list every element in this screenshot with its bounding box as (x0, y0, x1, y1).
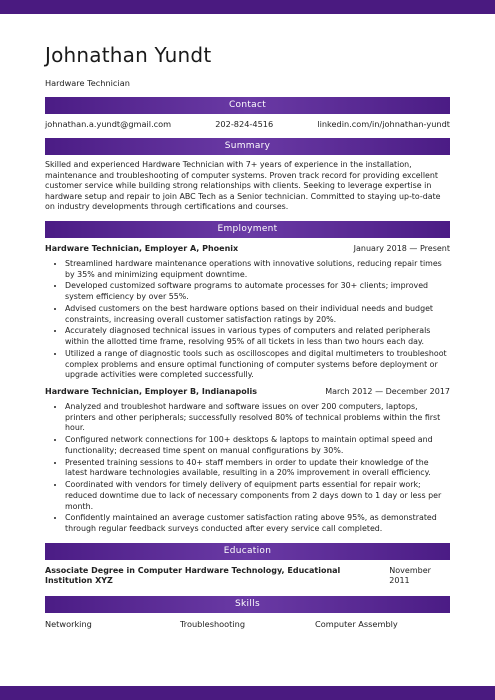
bottom-accent-bar (0, 686, 495, 700)
section-header-skills: Skills (45, 596, 450, 613)
education-date: November 2011 (389, 565, 431, 585)
job-title-2: Hardware Technician, Employer B, Indianapolis (45, 387, 257, 397)
list-item: • Confidently maintained an average customer satisfaction rating above 95%, as demonstrated through regular feedback surveys conducted after every service call completed. (65, 513, 450, 534)
skill-item: Computer Assembly (315, 618, 398, 629)
contact-linkedin[interactable]: linkedin.com/in/johnathan-yundt (317, 119, 450, 129)
skill-item: Networking (45, 618, 92, 629)
section-header-contact: Contact (45, 97, 450, 114)
job-bullets-2 (45, 402, 450, 535)
candidate-name: Johnathan Yundt (45, 43, 212, 67)
list-item: • Streamlined hardware maintenance operations with innovative solutions, reducing repair times by 35% and minimizing equipment downtime. (65, 259, 450, 280)
education-degree: Associate Degree in Computer Hardware Technology, Educational Institution XYZ (45, 565, 341, 585)
list-item: • Advised customers on the best hardware options based on their individual needs and budget constraints, increasing overall customer satisfaction ratings by 20%. (65, 304, 450, 325)
section-header-employment: Employment (45, 221, 450, 238)
job-header-2 (45, 387, 450, 397)
list-item: • Presented training sessions to 40+ staff members in order to update their knowledge of the latest hardware technologies available, resulting in a 20% improvement in overall efficiency. (65, 458, 450, 479)
top-accent-bar (0, 0, 495, 14)
list-item: • Analyzed and troubleshot hardware and software issues on over 200 computers, laptops, printers and other peripherals; successfully resolved 80% of technical problems within the first hour. (65, 402, 450, 434)
contact-row (45, 119, 450, 129)
resume-page (45, 14, 450, 629)
list-item: • Coordinated with vendors for timely delivery of equipment parts essential for repair work; reduced downtime due to lack of necessary components from 2 days down to 1 day or less per month. (65, 480, 450, 512)
candidate-role: Hardware Technician (45, 78, 130, 88)
skills-row (45, 619, 450, 629)
job-bullets-1 (45, 259, 450, 381)
section-header-education: Education (45, 543, 450, 560)
skill-item: Troubleshooting (180, 618, 246, 629)
contact-email[interactable]: johnathan.a.yundt@gmail.com (45, 119, 172, 129)
job-header-1 (45, 244, 450, 254)
list-item: • Utilized a range of diagnostic tools such as oscilloscopes and digital multimeters to troubleshoot complex problems and ensure optimal functioning of computer systems before deployment or upgrade activities were completed successfully. (65, 349, 450, 381)
summary-text: Skilled and experienced Hardware Technician with 7+ years of experience in the installation, maintenance and troubleshooting of computer systems. Proven track record for providing excellent customer service while building strong relationships with clients. Seeking to leverage expertise in hardware setup and repair to join ABC Tech as a Senior technician. Committed to staying up-to-date on industry developments through certifications and courses. (45, 160, 441, 212)
job-dates-1: January 2018 — Present (353, 243, 450, 253)
education-row (45, 566, 450, 586)
contact-phone[interactable]: 202-824-4516 (215, 119, 274, 129)
section-header-summary: Summary (45, 138, 450, 155)
list-item: • Accurately diagnosed technical issues in various types of computers and related peripherals within the allotted time frame, resolving 95% of all tickets in less than two hours each day. (65, 326, 450, 347)
job-dates-2: March 2012 — December 2017 (325, 387, 450, 397)
job-title-1: Hardware Technician, Employer A, Phoenix (45, 243, 239, 253)
list-item: • Configured network connections for 100+ desktops & laptops to maintain optimal speed and functionality; decreased time spent on manual configurations by 30%. (65, 435, 450, 456)
list-item: • Developed customized software programs to automate processes for 30+ clients; improved system efficiency by over 55%. (65, 281, 450, 302)
